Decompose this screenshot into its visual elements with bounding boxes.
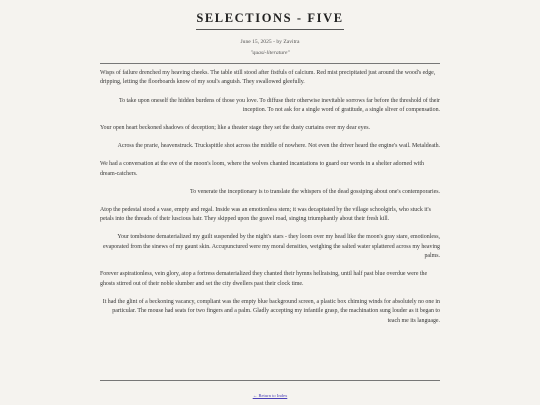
paragraph: Wisps of failure drenched my heaving cheeks. The table still stood after fistfuls of calcium. Red mist precipitated just around the wood's edge, dripping, letting the floorboards know of my soul's anguish. They swallowed gleefully. bbox=[100, 70, 436, 86]
post-header bbox=[0, 0, 540, 56]
paragraph: Your open heart beckoned shadows of deception; like a theater stage they set the dusty curtains over my dear eyes. bbox=[100, 125, 370, 131]
paragraph: Across the prarie, heavenstruck. Truckspittle shot across the middle of nowhere. Not even the driver heard the engine's wail. Metaldeath. bbox=[117, 143, 440, 150]
paragraph: Forever aspirationless, vein glory, atop a fortress dematerialized they chanted their hymns hellraising, until half past blue overdue were the ghosts stirred out of their noble slumber and set the city dwellers past their clock time. bbox=[100, 271, 428, 287]
post-tag: "quasi-literature" bbox=[250, 50, 290, 56]
bottom-divider bbox=[100, 380, 440, 381]
paragraph: To venerate the inceptionary is to translate the whispers of the dead gossiping about one's contemporaries. bbox=[190, 188, 440, 195]
post-meta: June 15, 2025 - by Zavitra bbox=[240, 39, 300, 45]
paragraph: Atop the pedestal stood a vase, empty and regal. Inside was an emotionless stem; it was decapitated by the village schoolgirls, who stuck it's petals into the threads of their luscious hair. They skipped upon the gravel road, singing triumphantly about their fresh kill. bbox=[100, 206, 431, 223]
top-divider bbox=[100, 63, 440, 64]
paragraph: We had a conversation at the eve of the moon's loom, where the wolves chanted incantations to guard our words in a shelter adorned with dream-catchers. bbox=[100, 161, 424, 177]
page-title: SELECTIONS - FIVE bbox=[196, 11, 343, 30]
post-body bbox=[100, 69, 440, 335]
post-footer bbox=[0, 384, 540, 402]
paragraph: It had the glint of a beckoning vacancy, compliant was the empty blue background screen, a plastic box chiming winds for absolutely no one in particular. The mouse had seats for two fingers and a palm. Gladly accepting my infantile grasp, the machination sung louder as it began to teach me its language. bbox=[102, 298, 440, 324]
paragraph: Your tombstone dematerialized my guilt suspended by the night's stars - they loom over my head like the moon's gray stare, emotionless, evaporated from the sinews of my gaunt skin. Accupunctured were my moral densities, weighing the salted water splattered across my heaving palms. bbox=[103, 234, 440, 260]
return-to-index-link[interactable]: ← Return to Index bbox=[252, 393, 288, 398]
paragraph: To take upon oneself the hidden burdens of those you love. To diffuse their otherwise inevitable sorrows far before the threshold of their inception. To not ask for a single word of gratitude, a single sliver of compensation. bbox=[118, 97, 440, 113]
